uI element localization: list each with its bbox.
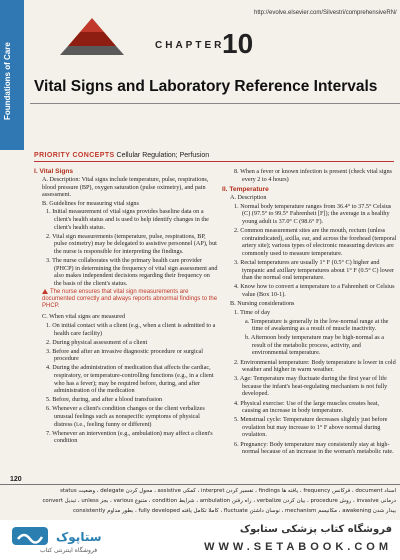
logo-subtitle: فروشگاه اینترنتی کتاب <box>40 547 98 554</box>
glossary-line: بیدار شدن awakening ، مکانیسم mechanism ، نوسان داشتن fluctuate ، کاملا تکامل یافته fully developed ، بطور مداوم consistently <box>72 508 396 514</box>
warning-text: The nurse ensures that vital sign measurements are documented correctly and always reports abnormal findings to the PHCP. <box>42 289 218 310</box>
glossary-line: درمانی invasive ، روش procedure ، بیان کردن verbalize ، راه رفتن ambulation ، شرایط condition ، متنوع various ، بجز unless ، تبدیل convert <box>42 498 396 504</box>
list-item: 1. Initial measurement of vital signs provides baseline data on a client's health status and is used to help identify changes in the client's health status. <box>46 208 209 231</box>
list-item: 1. Time of day <box>234 308 271 316</box>
subsection: B. Guidelines for measuring vital signs <box>42 199 139 207</box>
chapter-title: Vital Signs and Laboratory Reference Intervals <box>34 78 378 95</box>
list-item: 3. Age: Temperature may fluctuate during the first year of life because the infant's heat-regulating mechanism is not fully developed. <box>234 375 388 398</box>
evolve-url[interactable]: http://evolve.elsevier.com/Silvestri/comprehensiveRN/ <box>254 10 397 16</box>
warning-icon <box>42 289 48 294</box>
list-item: 4. Physical exercise: Use of the large muscles creates heat, causing an increase in body temperature. <box>234 399 380 415</box>
list-item: 3. The nurse collaborates with the primary health care provider (PHCP) in determining the frequency of vital sign assessment and also makes independent decisions regarding their frequency on the basis of the client's status. <box>46 256 218 287</box>
list-item: 6. Pregnancy: Body temperature may consistently stay at high-normal because of an increase in the woman's metabolic rate. <box>234 440 394 456</box>
glossary-line: اسناد document ، فرکانس frequency ، یافته ها findings ، تفسیر کردن interpret ، کمکی assistive ، محول کردن delegate ، وضعیت status <box>60 488 396 494</box>
chapter-number: 10 <box>222 28 254 59</box>
shop-url-link[interactable]: WWW.SETABOOK.COM <box>204 541 392 553</box>
sub-item: b. Afternoon body temperature may be high-normal as a result of the metabolic process, activity, and environmental temperature. <box>245 334 385 357</box>
right-column <box>222 168 398 457</box>
list-item: 5. Menstrual cycle: Temperature decreases slightly just before ovulation but may increase to 1° F above normal during ovulation. <box>234 416 388 439</box>
footer-rule <box>0 484 400 485</box>
list-item: 2. Vital sign measurements (temperature, pulse, respirations, BP, pulse oximetry) may be delegated to assistive personnel (AP), but the nurse is responsible for interpreting the findings. <box>46 232 217 255</box>
section-heading: I. Vital Signs <box>34 168 74 175</box>
subsection: C. When vital signs are measured <box>42 313 126 321</box>
list-item: 3. Before and after an invasive diagnostic procedure or surgical procedure <box>46 347 203 363</box>
side-tab <box>0 0 24 150</box>
pyramid-graphic <box>34 16 150 56</box>
list-item: 2. Environmental temperature: Body temperature is lower in cold weather and higher in warm weather. <box>234 358 396 374</box>
left-column <box>34 168 218 446</box>
subsection: A. Description: Vital signs include temperature, pulse, respirations, blood pressure (BP), oxygen saturation (pulse oximetry), and pain assessment. <box>42 176 209 199</box>
list-item: 4. Know how to convert a temperature to a Fahrenheit or Celsius value (Box 10-1). <box>234 283 395 298</box>
title-rule <box>30 103 400 104</box>
list-item: 6. Whenever a client's condition changes or the client verbalizes unusual feelings such as nonspecific symptoms of physical distress (i.e., feeling funny or different) <box>46 405 205 428</box>
page-number: 120 <box>10 476 22 483</box>
concepts-rule <box>34 161 394 162</box>
list-item: 8. When a fever or known infection is present (check vital signs every 2 to 4 hours) <box>234 168 392 183</box>
sub-item: a. Temperature is generally in the low-normal range at the time of awakening as a result of muscle inactivity. <box>245 317 389 333</box>
list-item: 1. On initial contact with a client (e.g., when a client is admitted to a health care facility) <box>46 321 216 337</box>
priority-warning <box>42 289 218 310</box>
subsection: A. Description <box>230 194 267 202</box>
priority-concepts <box>34 152 394 159</box>
list-item: 3. Rectal temperatures are usually 1° F (0.5° C) higher and tympanic and axillary temperatures about 1° F (0.5° C) lower than the normal oral temperature. <box>234 258 395 282</box>
list-item: 4. During the administration of medication that affects the cardiac, respiratory, or temperature-controlling functions (e.g., in a client who has a fever); may be required before, during, and after administration of the medication <box>46 364 214 395</box>
setabook-logo-icon <box>10 523 50 549</box>
priority-concepts-label: PRIORITY CONCEPTS <box>34 152 115 159</box>
subsection: B. Nursing considerations <box>230 299 295 307</box>
list-item: 2. During physical assessment of a client <box>46 338 148 346</box>
list-item: 7. Whenever an intervention (e.g., ambulation) may affect a client's condition <box>46 429 213 445</box>
logo-text: ستاپوک <box>56 530 102 544</box>
priority-concepts-text: Cellular Regulation; Perfusion <box>116 152 210 159</box>
list-item: 5. Before, during, and after a blood transfusion <box>46 396 163 404</box>
chapter-label: CHAPTER <box>155 40 225 51</box>
side-tab-label: Foundations of Care <box>3 42 12 120</box>
section-heading: II. Temperature <box>222 186 269 194</box>
list-item: 1. Normal body temperature ranges from 36.4° to 37.5° Celsius (C) (97.5° to 99.5° Fahrenheit [F]); the average in a healthy young adult is 37.0° C (98.6° F). <box>234 202 392 225</box>
list-item: 2. Common measurement sites are the mouth, rectum (unless contraindicated), axilla, ear, and across the forehead (temporal artery site); various types of electronic measuring devices are commonly used to measure temperature. <box>234 227 397 257</box>
shop-name: فروشگاه کتاب پزشکی ستابوک <box>239 524 392 535</box>
